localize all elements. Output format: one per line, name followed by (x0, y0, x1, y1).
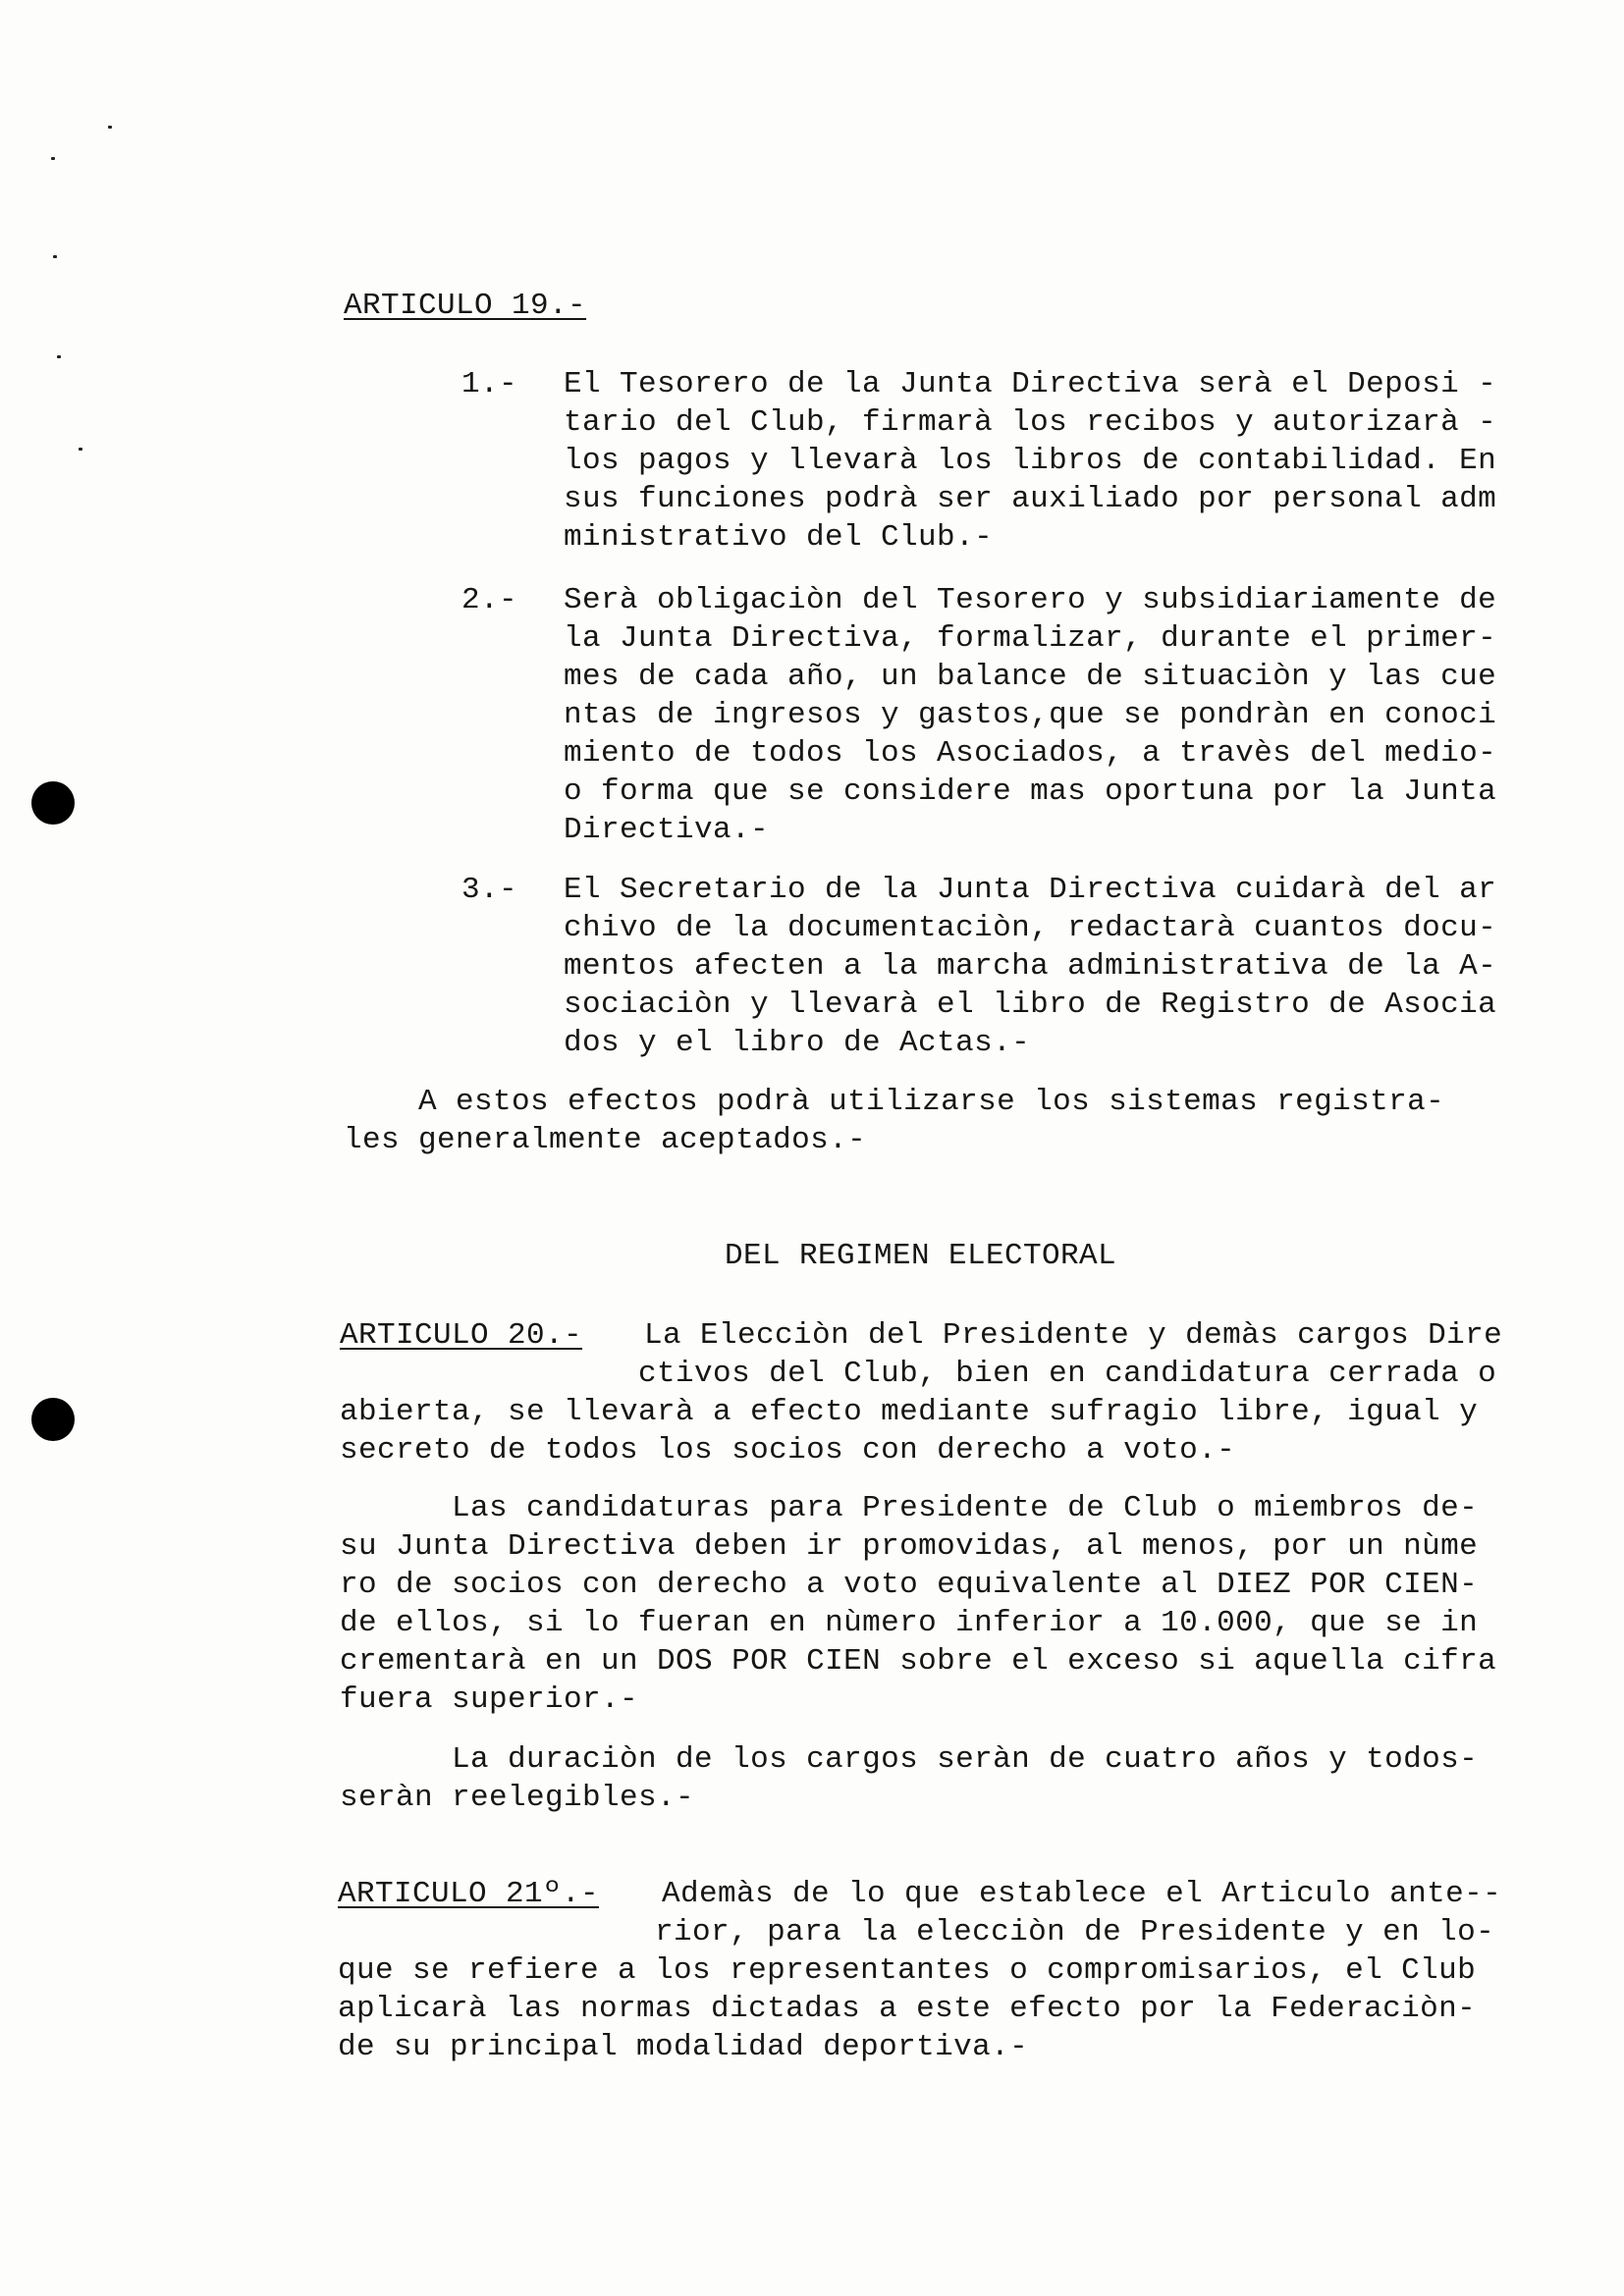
item-3-number: 3.- (461, 873, 518, 907)
article-21-first-line: Ademàs de lo que establece el Articulo ante-- (662, 1877, 1502, 1911)
item-2-line: Directiva.- (564, 813, 770, 847)
article-19-heading: ARTICULO 19.- (344, 289, 587, 323)
article-20-first-line: La Elecciòn del Presidente y demàs cargos Dire (644, 1318, 1503, 1353)
article-19-closing-line: les generalmente aceptados.- (344, 1123, 867, 1157)
article-20-paragraph-line: seràn reelegibles.- (340, 1781, 695, 1815)
article-21-line: de su principal modalidad deportiva.- (338, 2030, 1029, 2064)
item-3-line: mentos afecten a la marcha administrativa de la A- (564, 949, 1497, 984)
article-20-paragraph-line: La duraciòn de los cargos seràn de cuatro años y todos- (340, 1742, 1479, 1777)
item-2-line: ntas de ingresos y gastos,que se pondràn en conoci (564, 698, 1497, 732)
section-title: DEL REGIMEN ELECTORAL (725, 1239, 1117, 1273)
item-1-line: sus funciones podrà ser auxiliado por personal adm (564, 482, 1497, 516)
item-2-line: Serà obligaciòn del Tesorero y subsidiariamente de (564, 583, 1497, 617)
item-3-line: El Secretario de la Junta Directiva cuidarà del ar (564, 873, 1497, 907)
paper-speck (53, 255, 57, 258)
item-2-line: la Junta Directiva, formalizar, durante el primer- (564, 621, 1497, 656)
item-2-line: mes de cada año, un balance de situaciòn y las cue (564, 660, 1497, 694)
item-2-line: miento de todos los Asociados, a travès del medio- (564, 736, 1497, 771)
article-21-heading: ARTICULO 21º.- (338, 1877, 600, 1911)
article-20-line: abierta, se llevarà a efecto mediante sufragio libre, igual y (340, 1395, 1479, 1429)
binder-hole-top (31, 781, 75, 825)
item-1-line: ministrativo del Club.- (564, 520, 994, 555)
article-20-paragraph-line: su Junta Directiva deben ir promovidas, al menos, por un nùme (340, 1529, 1479, 1564)
article-20-paragraph-line: Las candidaturas para Presidente de Club o miembros de- (340, 1491, 1479, 1525)
article-21-line: rior, para la elecciòn de Presidente y en lo- (338, 1915, 1495, 1949)
item-1-line: tario del Club, firmarà los recibos y autorizarà - (564, 405, 1497, 440)
article-20-line: secreto de todos los socios con derecho a voto.- (340, 1433, 1236, 1468)
item-3-line: chivo de la documentaciòn, redactarà cuantos docu- (564, 911, 1497, 945)
article-21-line: aplicarà las normas dictadas a este efecto por la Federaciòn- (338, 1992, 1477, 2026)
item-1-line: los pagos y llevarà los libros de contabilidad. En (564, 444, 1497, 478)
article-20-paragraph-line: fuera superior.- (340, 1682, 639, 1717)
paper-speck (79, 448, 82, 451)
paper-speck (57, 355, 61, 358)
item-1-number: 1.- (461, 367, 518, 401)
item-3-line: dos y el libro de Actas.- (564, 1026, 1031, 1060)
paper-speck (51, 157, 55, 160)
item-2-number: 2.- (461, 583, 518, 617)
article-20-paragraph-line: ro de socios con derecho a voto equivalente al DIEZ POR CIEN- (340, 1568, 1479, 1602)
binder-hole-bottom (31, 1398, 75, 1441)
paper-speck (108, 126, 112, 129)
article-21-line: que se refiere a los representantes o compromisarios, el Club (338, 1953, 1477, 1988)
article-20-paragraph-line: de ellos, si lo fueran en nùmero inferior a 10.000, que se in (340, 1606, 1479, 1640)
item-2-line: o forma que se considere mas oportuna por la Junta (564, 774, 1497, 809)
article-19-closing-line: A estos efectos podrà utilizarse los sistemas registra- (344, 1085, 1445, 1119)
article-20-heading: ARTICULO 20.- (340, 1318, 583, 1353)
article-20-paragraph-line: crementarà en un DOS POR CIEN sobre el exceso si aquella cifra (340, 1644, 1497, 1679)
article-20-line: ctivos del Club, bien en candidatura cerrada o (340, 1357, 1497, 1391)
item-1-line: El Tesorero de la Junta Directiva serà el Deposi - (564, 367, 1497, 401)
item-3-line: sociaciòn y llevarà el libro de Registro de Asocia (564, 988, 1497, 1022)
